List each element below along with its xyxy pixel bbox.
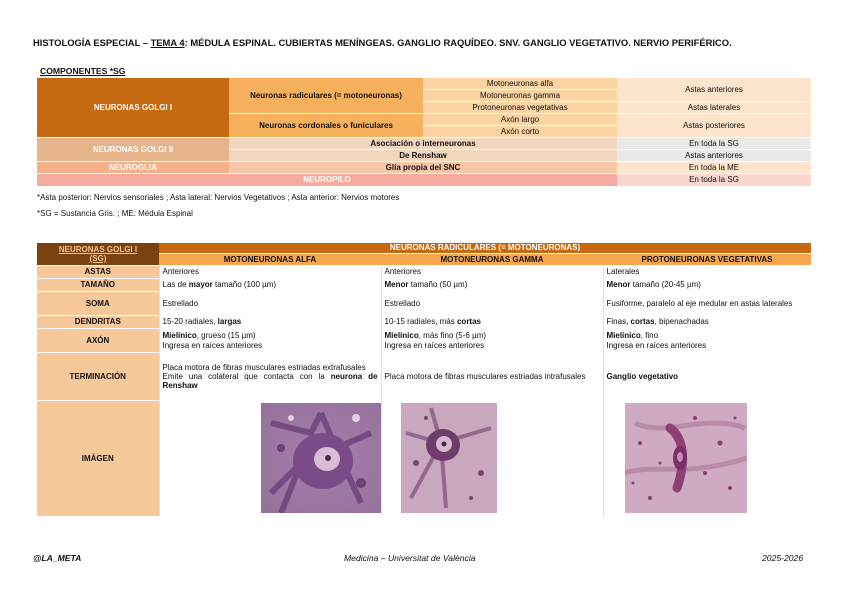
row-label-imagen: IMÁGEN: [37, 401, 159, 516]
note-astas: *Asta posterior: Nervios sensoriales ; Asta lateral: Nervios Vegetativos ; Asta anterior: Nervios motores: [37, 193, 400, 202]
axon-alfa: Mielínico, grueso (15 µm) Ingresa en raíces anteriores: [159, 329, 381, 353]
footer-author: @LA_META: [33, 553, 82, 563]
micrograph-alfa-image: [261, 403, 382, 513]
note-sg: *SG = Sustancia Gris. ; ME: Médula Espinal: [37, 209, 193, 218]
astas-laterales-cell: Astas laterales: [617, 102, 811, 114]
footer-year: 2025-2026: [762, 553, 804, 563]
toda-sg-cell-1: En toda la SG: [617, 138, 811, 150]
footer-institution: Medicina – Universitat de València: [344, 553, 476, 563]
neuropilo-cell: NEUROPILO: [37, 174, 617, 186]
row-label-tamano: TAMAÑO: [37, 279, 159, 292]
mn-gamma-cell: Motoneuronas gamma: [423, 90, 617, 102]
terminacion-gamma: Placa motora de fibras musculares estriadas intrafusales: [381, 353, 603, 401]
golgi2-cell: NEURONAS GOLGI II: [37, 138, 229, 162]
components-label: COMPONENTES *SG: [40, 66, 126, 76]
axon-gamma: Mielínico, más fino (5-6 µm) Ingresa en raíces anteriores: [381, 329, 603, 353]
micrograph-gamma-image: [401, 403, 497, 513]
row-label-axon: AXÓN: [37, 329, 159, 353]
mn-alfa-cell: Motoneuronas alfa: [423, 78, 617, 90]
imagen-vegetativas: [603, 401, 811, 516]
protoneuronas-cell: Protoneuronas vegetativas: [423, 102, 617, 114]
axon-vegetativas: Mielínico, fino Ingresa en raíces anteriores: [603, 329, 811, 353]
row-label-soma: SOMA: [37, 292, 159, 316]
title-prefix: HISTOLOGÍA ESPECIAL –: [33, 37, 151, 48]
toda-sg-cell-2: En toda la SG: [617, 174, 811, 186]
col-header-vegetativas: PROTONEURONAS VEGETATIVAS: [603, 254, 811, 266]
golgi1-cell: NEURONAS GOLGI I: [37, 78, 229, 138]
page-title: [33, 37, 732, 48]
imagen-alfa: [159, 401, 381, 516]
tamano-vegetativas: Menor tamaño (20-45 µm): [603, 279, 811, 292]
cordonales-cell: Neuronas cordonales o funiculares: [229, 114, 423, 138]
astas-anteriores-cell: Astas anteriores: [617, 78, 811, 102]
title-tema: TEMA 4: [150, 37, 185, 48]
axon-largo-cell: Axón largo: [423, 114, 617, 126]
corner-line-2: (SG): [89, 254, 107, 263]
terminacion-vegetativas: Ganglio vegetativo: [603, 353, 811, 401]
col-header-alfa: MOTONEURONAS ALFA: [159, 254, 381, 266]
radiculares-table: [37, 242, 811, 516]
soma-vegetativas: Fusiforme, paralelo al eje medular en astas laterales: [603, 292, 811, 316]
dendritas-gamma: 10-15 radiales, más cortas: [381, 316, 603, 329]
astas-alfa: Anteriores: [159, 266, 381, 279]
astas-anteriores-cell-2: Astas anteriores: [617, 150, 811, 162]
imagen-gamma: [381, 401, 603, 516]
group-header: NEURONAS RADICULARES (= MOTONEURONAS): [159, 243, 811, 254]
micrograph-vegetativas-image: [625, 403, 747, 513]
asociacion-cell: Asociación o interneuronas: [229, 138, 617, 150]
toda-me-cell: En toda la ME: [617, 162, 811, 174]
soma-gamma: Estrellado: [381, 292, 603, 316]
col-header-gamma: MOTONEURONAS GAMMA: [381, 254, 603, 266]
axon-corto-cell: Axón corto: [423, 126, 617, 138]
corner-cell: [37, 243, 159, 266]
dendritas-alfa: 15-20 radiales, largas: [159, 316, 381, 329]
tamano-gamma: Menor tamaño (50 µm): [381, 279, 603, 292]
title-rest: : MÉDULA ESPINAL. CUBIERTAS MENÍNGEAS. GANGLIO RAQUÍDEO. SNV. GANGLIO VEGETATIVO. NERVIO PERIFÉRICO.: [184, 37, 732, 48]
row-label-dendritas: DENDRITAS: [37, 316, 159, 329]
dendritas-vegetativas: Finas, cortas, bipenachadas: [603, 316, 811, 329]
components-table: [37, 77, 811, 186]
corner-line-1: NEURONAS GOLGI I: [58, 244, 138, 254]
tamano-alfa: Las de mayor tamaño (100 µm): [159, 279, 381, 292]
astas-posteriores-cell: Astas posteriores: [617, 114, 811, 138]
glia-cell: Glía propia del SNC: [229, 162, 617, 174]
radiculares-cell: Neuronas radiculares (= motoneuronas): [229, 78, 423, 114]
terminacion-alfa: Placa motora de fibras musculares estriadas extrafusales Emite una colateral que contacta con la neurona de Renshaw: [159, 353, 381, 401]
astas-vegetativas: Laterales: [603, 266, 811, 279]
neuroglia-cell: NEUROGLIA: [37, 162, 229, 174]
renshaw-cell: De Renshaw: [229, 150, 617, 162]
soma-alfa: Estrellado: [159, 292, 381, 316]
row-label-astas: ASTAS: [37, 266, 159, 279]
row-label-terminacion: TERMINACIÓN: [37, 353, 159, 401]
astas-gamma: Anteriores: [381, 266, 603, 279]
